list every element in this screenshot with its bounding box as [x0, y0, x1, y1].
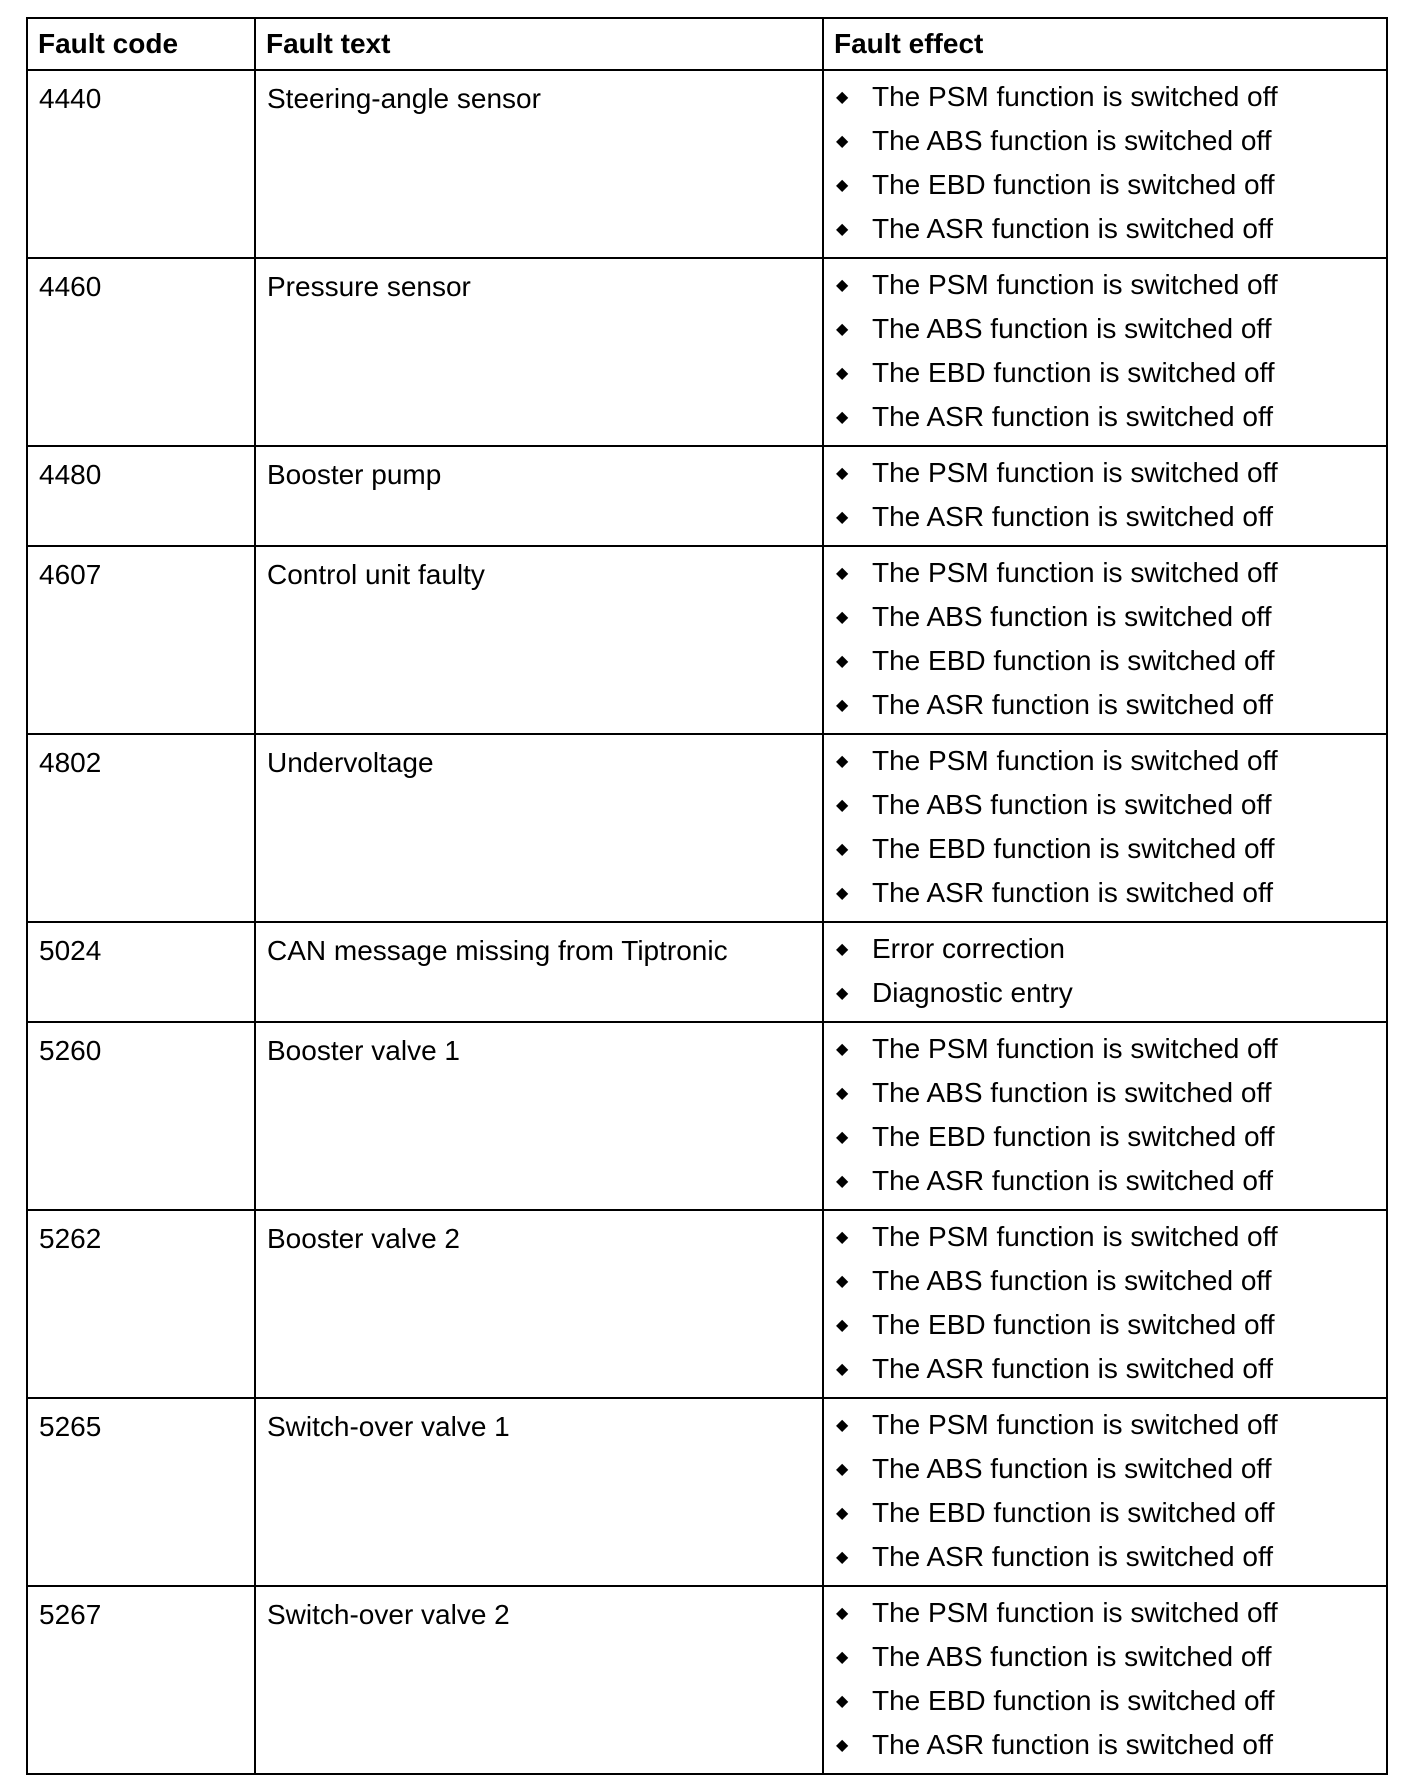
diamond-bullet-icon: ◆: [836, 1649, 849, 1666]
list-item: [836, 451, 1386, 495]
diamond-bullet-icon: ◆: [836, 177, 849, 194]
table-row: [27, 1586, 1387, 1774]
list-item: [836, 495, 1386, 539]
header-fault-code: Fault code: [27, 18, 255, 70]
effect-text: The EBD function is switched off: [872, 1121, 1275, 1152]
list-item: [836, 783, 1386, 827]
list-item: [836, 1591, 1386, 1635]
effect-text: The ABS function is switched off: [872, 1265, 1272, 1296]
effect-list: [836, 263, 1386, 439]
effect-text: The ABS function is switched off: [872, 1453, 1272, 1484]
diamond-bullet-icon: ◆: [836, 1173, 849, 1190]
list-item: [836, 163, 1386, 207]
effect-text: The ASR function is switched off: [872, 1165, 1274, 1196]
effect-text: The ABS function is switched off: [872, 789, 1272, 820]
table-row: [27, 258, 1387, 446]
list-item: [836, 1447, 1386, 1491]
fault-code-cell: 4440: [27, 70, 255, 258]
list-item: [836, 1259, 1386, 1303]
effect-list: [836, 927, 1386, 1015]
list-item: [836, 595, 1386, 639]
diamond-bullet-icon: ◆: [836, 221, 849, 238]
list-item: [836, 1403, 1386, 1447]
list-item: [836, 1535, 1386, 1579]
list-item: [836, 1027, 1386, 1071]
fault-effect-cell: [823, 734, 1387, 922]
list-item: [836, 1303, 1386, 1347]
fault-text-cell: CAN message missing from Tiptronic: [255, 922, 823, 1022]
list-item: [836, 395, 1386, 439]
fault-code-cell: 5267: [27, 1586, 255, 1774]
effect-list: [836, 75, 1386, 251]
diamond-bullet-icon: ◆: [836, 1505, 849, 1522]
list-item: [836, 1723, 1386, 1767]
table-row: [27, 70, 1387, 258]
effect-list: [836, 551, 1386, 727]
diamond-bullet-icon: ◆: [836, 465, 849, 482]
diamond-bullet-icon: ◆: [836, 1361, 849, 1378]
fault-code-cell: 5265: [27, 1398, 255, 1586]
effect-list: [836, 1027, 1386, 1203]
effect-list: [836, 1591, 1386, 1767]
fault-code-cell: 5260: [27, 1022, 255, 1210]
fault-text-cell: Control unit faulty: [255, 546, 823, 734]
table-row: [27, 1398, 1387, 1586]
diamond-bullet-icon: ◆: [836, 1041, 849, 1058]
fault-effect-cell: [823, 70, 1387, 258]
effect-text: The ASR function is switched off: [872, 501, 1274, 532]
diamond-bullet-icon: ◆: [836, 509, 849, 526]
list-item: [836, 1071, 1386, 1115]
diamond-bullet-icon: ◆: [836, 1737, 849, 1754]
diamond-bullet-icon: ◆: [836, 565, 849, 582]
effect-text: The PSM function is switched off: [872, 1033, 1278, 1064]
fault-effect-cell: [823, 258, 1387, 446]
table-header: [27, 18, 1387, 70]
diamond-bullet-icon: ◆: [836, 1229, 849, 1246]
fault-table: [26, 17, 1388, 1775]
list-item: [836, 75, 1386, 119]
diamond-bullet-icon: ◆: [836, 1317, 849, 1334]
fault-text-cell: Undervoltage: [255, 734, 823, 922]
diamond-bullet-icon: ◆: [836, 797, 849, 814]
diamond-bullet-icon: ◆: [836, 365, 849, 382]
diamond-bullet-icon: ◆: [836, 753, 849, 770]
fault-effect-cell: [823, 446, 1387, 546]
effect-text: The ASR function is switched off: [872, 401, 1274, 432]
table-row: [27, 734, 1387, 922]
table-row: [27, 1210, 1387, 1398]
diamond-bullet-icon: ◆: [836, 985, 849, 1002]
fault-text-cell: Steering-angle sensor: [255, 70, 823, 258]
diamond-bullet-icon: ◆: [836, 1549, 849, 1566]
diamond-bullet-icon: ◆: [836, 89, 849, 106]
diamond-bullet-icon: ◆: [836, 885, 849, 902]
effect-text: The PSM function is switched off: [872, 557, 1278, 588]
fault-effect-cell: [823, 1398, 1387, 1586]
fault-effect-cell: [823, 1586, 1387, 1774]
effect-text: The EBD function is switched off: [872, 1497, 1275, 1528]
list-item: [836, 1347, 1386, 1391]
list-item: [836, 971, 1386, 1015]
fault-effect-cell: [823, 1210, 1387, 1398]
diamond-bullet-icon: ◆: [836, 697, 849, 714]
effect-list: [836, 1403, 1386, 1579]
effect-text: The PSM function is switched off: [872, 81, 1278, 112]
diamond-bullet-icon: ◆: [836, 409, 849, 426]
effect-list: [836, 739, 1386, 915]
list-item: [836, 1159, 1386, 1203]
effect-text: The ASR function is switched off: [872, 1353, 1274, 1384]
fault-text-cell: Switch-over valve 1: [255, 1398, 823, 1586]
effect-text: The EBD function is switched off: [872, 357, 1275, 388]
fault-effect-cell: [823, 1022, 1387, 1210]
effect-text: The ABS function is switched off: [872, 601, 1272, 632]
fault-effect-cell: [823, 546, 1387, 734]
fault-code-cell: 4607: [27, 546, 255, 734]
effect-text: Error correction: [872, 933, 1065, 964]
list-item: [836, 1635, 1386, 1679]
diamond-bullet-icon: ◆: [836, 1417, 849, 1434]
diamond-bullet-icon: ◆: [836, 321, 849, 338]
table-row: [27, 546, 1387, 734]
effect-text: The EBD function is switched off: [872, 1309, 1275, 1340]
diamond-bullet-icon: ◆: [836, 841, 849, 858]
list-item: [836, 119, 1386, 163]
list-item: [836, 351, 1386, 395]
effect-text: The PSM function is switched off: [872, 1409, 1278, 1440]
table-row: [27, 446, 1387, 546]
effect-text: The ABS function is switched off: [872, 125, 1272, 156]
list-item: [836, 1491, 1386, 1535]
effect-text: The EBD function is switched off: [872, 1685, 1275, 1716]
list-item: [836, 827, 1386, 871]
table-row: [27, 922, 1387, 1022]
table-body: [27, 70, 1387, 1774]
table-row: [27, 1022, 1387, 1210]
fault-effect-cell: [823, 922, 1387, 1022]
fault-text-cell: Switch-over valve 2: [255, 1586, 823, 1774]
fault-code-cell: 4480: [27, 446, 255, 546]
list-item: [836, 927, 1386, 971]
fault-text-cell: Pressure sensor: [255, 258, 823, 446]
effect-list: [836, 451, 1386, 539]
diamond-bullet-icon: ◆: [836, 1461, 849, 1478]
effect-text: Diagnostic entry: [872, 977, 1073, 1008]
effect-text: The ABS function is switched off: [872, 1641, 1272, 1672]
fault-code-cell: 4460: [27, 258, 255, 446]
effect-text: The ASR function is switched off: [872, 877, 1274, 908]
effect-text: The ASR function is switched off: [872, 1541, 1274, 1572]
fault-code-cell: 4802: [27, 734, 255, 922]
header-fault-effect: Fault effect: [823, 18, 1387, 70]
fault-text-cell: Booster pump: [255, 446, 823, 546]
effect-text: The PSM function is switched off: [872, 457, 1278, 488]
fault-code-cell: 5262: [27, 1210, 255, 1398]
header-row: [27, 18, 1387, 70]
list-item: [836, 1115, 1386, 1159]
diamond-bullet-icon: ◆: [836, 1693, 849, 1710]
header-fault-text: Fault text: [255, 18, 823, 70]
effect-text: The EBD function is switched off: [872, 169, 1275, 200]
diamond-bullet-icon: ◆: [836, 609, 849, 626]
effect-text: The ASR function is switched off: [872, 213, 1274, 244]
effect-list: [836, 1215, 1386, 1391]
list-item: [836, 739, 1386, 783]
list-item: [836, 683, 1386, 727]
fault-code-cell: 5024: [27, 922, 255, 1022]
diamond-bullet-icon: ◆: [836, 1085, 849, 1102]
list-item: [836, 307, 1386, 351]
list-item: [836, 551, 1386, 595]
diamond-bullet-icon: ◆: [836, 941, 849, 958]
diamond-bullet-icon: ◆: [836, 1129, 849, 1146]
effect-text: The PSM function is switched off: [872, 745, 1278, 776]
list-item: [836, 1215, 1386, 1259]
diamond-bullet-icon: ◆: [836, 653, 849, 670]
diamond-bullet-icon: ◆: [836, 1605, 849, 1622]
effect-text: The PSM function is switched off: [872, 269, 1278, 300]
effect-text: The ASR function is switched off: [872, 1729, 1274, 1760]
list-item: [836, 639, 1386, 683]
diamond-bullet-icon: ◆: [836, 1273, 849, 1290]
effect-text: The PSM function is switched off: [872, 1221, 1278, 1252]
effect-text: The EBD function is switched off: [872, 833, 1275, 864]
fault-text-cell: Booster valve 1: [255, 1022, 823, 1210]
effect-text: The PSM function is switched off: [872, 1597, 1278, 1628]
diamond-bullet-icon: ◆: [836, 277, 849, 294]
effect-text: The ASR function is switched off: [872, 689, 1274, 720]
list-item: [836, 871, 1386, 915]
diamond-bullet-icon: ◆: [836, 133, 849, 150]
effect-text: The ABS function is switched off: [872, 1077, 1272, 1108]
list-item: [836, 1679, 1386, 1723]
list-item: [836, 207, 1386, 251]
fault-text-cell: Booster valve 2: [255, 1210, 823, 1398]
effect-text: The EBD function is switched off: [872, 645, 1275, 676]
effect-text: The ABS function is switched off: [872, 313, 1272, 344]
list-item: [836, 263, 1386, 307]
